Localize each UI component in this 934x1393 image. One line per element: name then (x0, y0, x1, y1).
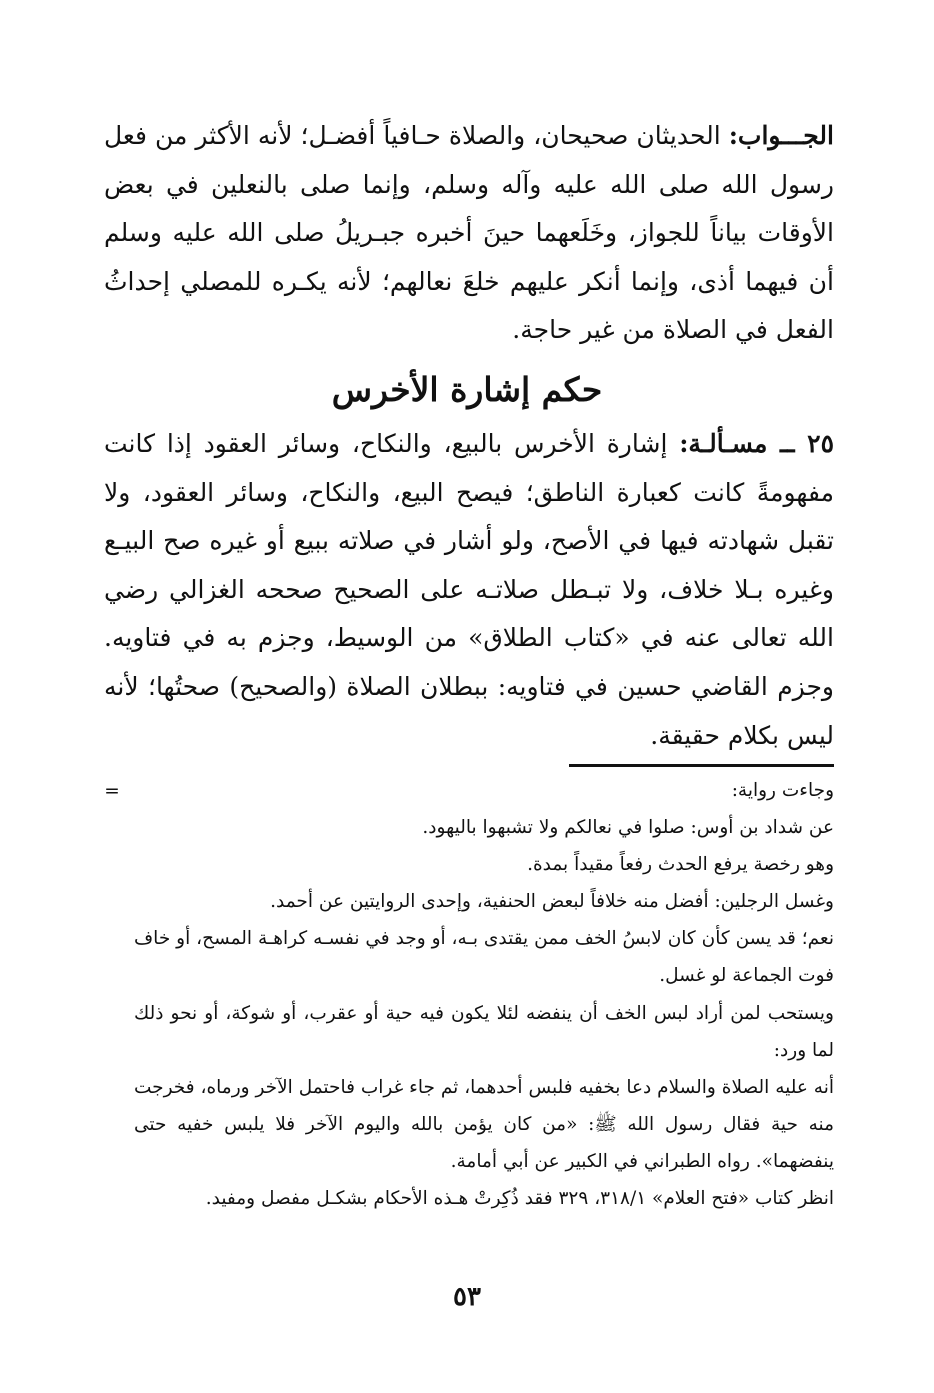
issue-paragraph (104, 420, 834, 760)
section-heading: حكم إشارة الأخرس (331, 370, 603, 409)
answer-text: الحديثان صحيحان، والصلاة حـافياً أفضـل؛ لأنه الأكثر من فعل رسول الله صلى الله عليه وآله وسلم، وإنما صلى بالنعلين في بعض الأوقات بياناً للجواز، وخَلَعهما حينَ أخبره جبـريلُ صلى الله عليه وسلم أن فيهما أذى، وإنما أنكر عليهم خلعَ نعالهم؛ لأنه يكـره للمصلي إحداثُ الفعل في الصلاة من غير حاجة. (104, 121, 834, 345)
footnote-line: أنه عليه الصلاة والسلام دعا بخفيه فلبس أحدهما، ثم جاء غراب فاحتمل الآخر ورماه، فخرجت منه حية فقال رسول الله ﷺ: «من كان يؤمن بالله واليوم الآخر فلا يلبس خفيه حتى ينفضهما». رواه الطبراني في الكبير عن أبي أمامة. (134, 1076, 834, 1172)
footnote-line: انظر كتاب «فتح العلام» ٣١٨/١، ٣٢٩ فقد ذُكِرتْ هـذه الأحكام بشكـل مفصل ومفيد. (205, 1188, 834, 1210)
footnotes (134, 772, 834, 1217)
page-number: ٥٣ (453, 1282, 481, 1312)
issue-lead: ٢٥ ــ مسـألـة: (679, 429, 835, 458)
footnote-separator (569, 764, 834, 767)
issue-text: إشارة الأخرس بالبيع، والنكاح، وسائر العقود إذا كانت مفهومةً كانت كعبارة الناطق؛ فيصح البيع، والنكاح، وسائر العقود، ولا تقبل شهادته فيها في الأصح، ولو أشار في صلاته ببيع أو غيره صح البيـع وغيره بـلا خلاف، ولا تبـطل صلاتـه على الصحيح صححه الغزالي رضي الله تعالى عنه في «كتاب الطلاق» من الوسيط، وجزم به في فتاويه. وجزم القاضي حسين في فتاويه: ببطلان الصلاة (والصحيح) صحتُها؛ لأنه ليس بكلام حقيقة. (104, 429, 834, 750)
footnote-line: عن شداد بن أوس: صلوا في نعالكم ولا تشبهوا باليهود. (422, 817, 834, 839)
answer-paragraph (104, 112, 834, 355)
footnote-line: نعم؛ قد يسن كأن كان لابسُ الخف ممن يقتدى بـه، أو وجد في نفسـه كراهـة المسح، أو خاف فوت الجماعة لو غسل. (134, 928, 834, 987)
answer-lead: الجـــواب: (728, 121, 834, 150)
footnote-line: ويستحب لمن أراد لبس الخف أن ينفضه لئلا يكون فيه حية أو عقرب، أو شوكة، أو نحو ذلك لما ورد: (134, 1002, 834, 1061)
footnote-continuation-mark: = (104, 781, 120, 802)
footnote-line: وهو رخصة يرفع الحدث رفعاً مقيداً بمدة. (527, 854, 834, 876)
footnote-line: وجاءت رواية: (731, 780, 834, 801)
footnote-line: وغسل الرجلين: أفضل منه خلافاً لبعض الحنفية، وإحدى الروايتين عن أحمد. (270, 891, 834, 913)
